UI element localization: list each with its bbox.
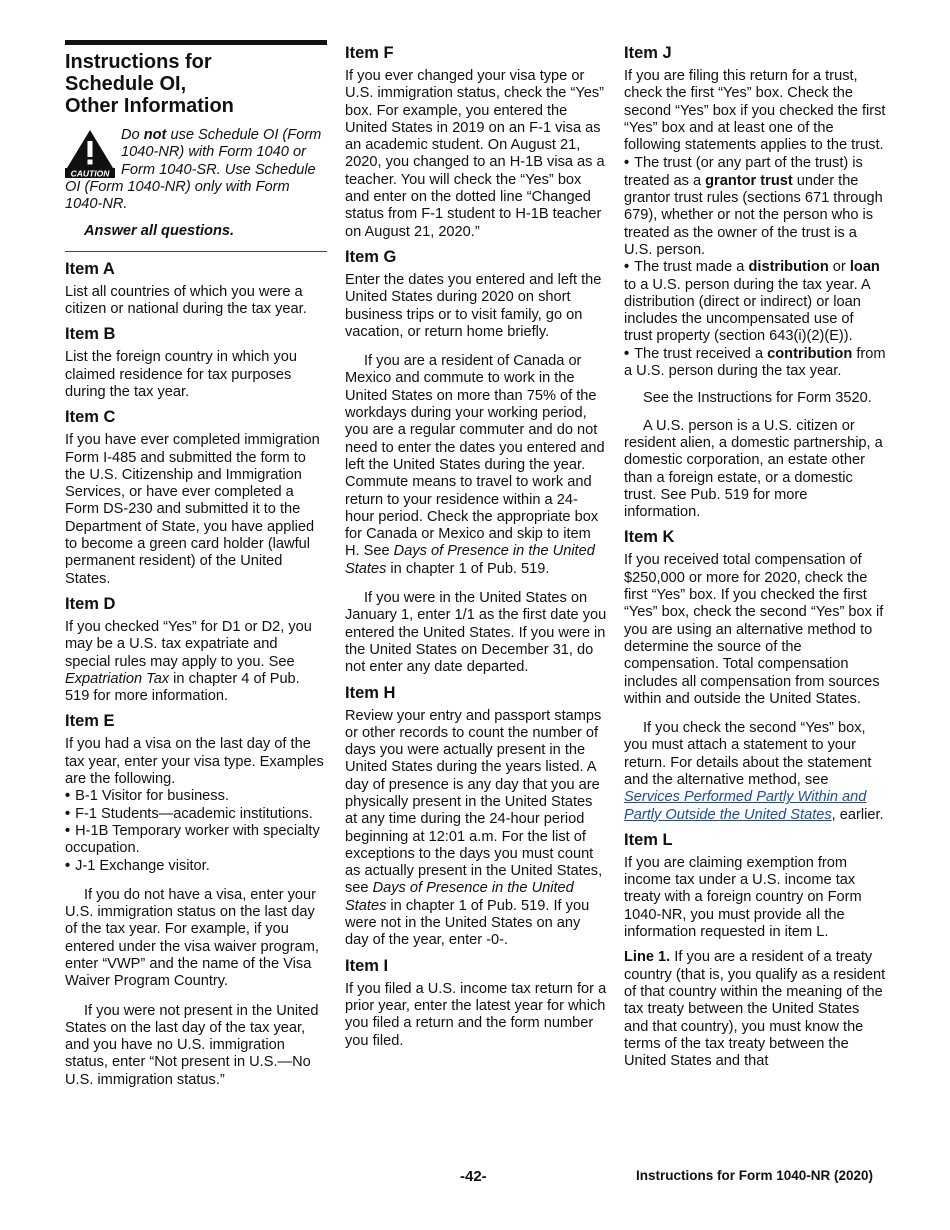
item-k-para-2-post: , earlier. bbox=[831, 806, 884, 823]
item-d-heading: Item D bbox=[65, 594, 116, 613]
item-g-ref: Days of Presence in the United States bbox=[345, 543, 595, 577]
bullet-icon: • bbox=[624, 259, 630, 276]
item-g-para-3: If you were in the United States on January 1, enter 1/1 as the first date you entered the United States. If you were in the United States on December 31, do not enter any date departed. bbox=[345, 590, 607, 676]
item-j-heading: Item J bbox=[624, 44, 672, 62]
item-k-heading: Item K bbox=[624, 528, 675, 547]
item-j-bullet bbox=[624, 155, 886, 259]
item-b-text: List the foreign country in which you claimed residence for tax purposes during the tax year. bbox=[65, 349, 298, 400]
bullet-icon: • bbox=[624, 155, 630, 172]
item-d-pre: If you checked “Yes” for D1 or D2, you may be a U.S. tax expatriate and special rules may apply to you. See bbox=[65, 618, 312, 670]
services-performed-link[interactable]: Services Performed Partly Within and Partly Outside the United States bbox=[624, 789, 867, 823]
item-d-text bbox=[65, 619, 327, 705]
item-i-heading: Item I bbox=[345, 956, 389, 975]
bullet-icon: • bbox=[65, 805, 71, 822]
caution-text-post: use Schedule OI (Form 1040-NR) with Form 1040 or Form 1040-SR. Use Schedule OI (Form 1040-NR) only with Form 1040-NR. bbox=[65, 127, 322, 213]
item-g-para-2 bbox=[345, 353, 607, 578]
bullet-icon: • bbox=[65, 788, 71, 805]
item-a-text: List all countries of which you were a citizen or national during the tax year. bbox=[65, 283, 307, 318]
item-j-bullet-2-bold-2: loan bbox=[849, 259, 880, 276]
footer-form-title: Instructions for Form 1040-NR (2020) bbox=[636, 1168, 874, 1183]
item-b-heading: Item B bbox=[65, 325, 116, 344]
item-e-intro: If you had a visa on the last day of the tax year, enter your visa type. Examples are the following. bbox=[65, 736, 324, 788]
item-l-heading: Item L bbox=[624, 830, 673, 849]
item-h-text bbox=[345, 708, 607, 950]
caution-text-bold: not bbox=[143, 127, 167, 143]
item-k-para-2 bbox=[624, 720, 886, 824]
item-e-heading: Item E bbox=[65, 712, 115, 731]
answer-all-note: Answer all questions. bbox=[84, 223, 235, 240]
item-j-bullet bbox=[624, 346, 886, 381]
item-e-para-2: If you do not have a visa, enter your U.S. immigration status on the last day of the tax year. For example, if you entered under the visa waiver program, enter “VWP” and the name of the Visa Waiver Program Country. bbox=[65, 886, 319, 990]
item-h-pre: Review your entry and passport stamps or other records to count the number of days you were actually present in the United States during the years listed. A day of presence is any day that you are physically present in the United States at any time during the 24-hour period beginning at 12:01 a.m. For the list of exceptions to the days you must count as actually present in the United States, see bbox=[345, 707, 603, 897]
item-d-post: in chapter 4 of Pub. 519 for more information. bbox=[65, 670, 300, 705]
item-h-heading: Item H bbox=[345, 683, 396, 702]
item-j-bullet-2-post: to a U.S. person during the tax year. A distribution (direct or indirect) or loan includes the uncompensated use of trust property (section 643(i)(2)(E)). bbox=[624, 276, 870, 345]
item-d-ref: Expatriation Tax bbox=[65, 670, 170, 687]
document-title bbox=[65, 51, 327, 117]
item-g-para-1: Enter the dates you entered and left the United States during 2020 on short business trips or to visit family, go on vacation, or return home briefly. bbox=[345, 271, 602, 340]
item-j-bullet bbox=[624, 259, 886, 345]
item-a-heading: Item A bbox=[65, 259, 115, 278]
column-2 bbox=[345, 44, 607, 1056]
item-j-bullet-3-pre: The trust received a bbox=[634, 345, 768, 362]
bullet-icon: • bbox=[65, 822, 71, 839]
item-f-text: If you ever changed your visa type or U.S. immigration status, check the “Yes” box. For example, you entered the United States in 2019 on an F-1 visa as an academic student. On August 21, 2020, you changed to an H-1B visa as a teacher. You will check the “Yes” box and enter on the dotted line “Changed status from F-1 student to H-1B teacher on August 21, 2020.” bbox=[345, 68, 605, 240]
caution-badge-label: CAUTION bbox=[70, 168, 110, 178]
title-line-2: Schedule OI, bbox=[65, 73, 187, 95]
title-line-1: Instructions for bbox=[65, 51, 212, 73]
item-j-bullet-2-mid: or bbox=[828, 259, 850, 276]
item-j-bullet-2-pre: The trust made a bbox=[634, 259, 749, 276]
column-3 bbox=[624, 44, 886, 1076]
caution-text-pre: Do bbox=[121, 127, 144, 143]
item-e-bullet-text: J-1 Exchange visitor. bbox=[75, 857, 210, 874]
item-e-para-3: If you were not present in the United States on the last day of the tax year, and you have no U.S. immigration status, enter “Not present in U.S.—No U.S. immigration status.” bbox=[65, 1002, 319, 1088]
item-e-bullet-text: B-1 Visitor for business. bbox=[75, 788, 229, 805]
item-j-bullet-2-bold-1: distribution bbox=[748, 259, 829, 276]
title-line-3: Other Information bbox=[65, 95, 234, 117]
item-k-para-1: If you received total compensation of $250,000 or more for 2020, check the first “Yes” box. If you checked the first “Yes” box, check the second “Yes” box if you are using an alternative method to determine the source of the compensation. Total compensation includes all compensation from sources within and outside the United States. bbox=[624, 552, 884, 707]
bullet-icon: • bbox=[624, 345, 630, 362]
item-g-para-2-pre: If you are a resident of Canada or Mexico and commute to work in the United States on more than 75% of the workdays during your working period, you are a regular commuter and do not need to enter the dates you entered and left the United States during the year. Commute means to travel to work and return to your residence within a 24-hour period. Check the appropriate box for Canada or Mexico and skip to item H. See bbox=[345, 353, 605, 560]
item-j-bullet-3-bold: contribution bbox=[767, 345, 853, 362]
item-g-heading: Item G bbox=[345, 247, 397, 266]
title-rule bbox=[65, 40, 327, 45]
item-l-para-1: If you are claiming exemption from income tax under a U.S. income tax treaty with a foreign country on Form 1040-NR, you must provide all the information requested in item L. bbox=[624, 854, 862, 941]
item-h-post: in chapter 1 of Pub. 519. If you were not in the United States on any day of the year, enter -0-. bbox=[345, 897, 590, 949]
page-number: -42- bbox=[460, 1168, 487, 1185]
item-g-para-2-post: in chapter 1 of Pub. 519. bbox=[386, 560, 550, 577]
column-1 bbox=[65, 40, 327, 1095]
item-e-bullet bbox=[65, 806, 327, 823]
caution-note bbox=[65, 127, 327, 213]
item-c-heading: Item C bbox=[65, 408, 116, 427]
item-f-heading: Item F bbox=[345, 44, 394, 62]
item-c-text: If you have ever completed immigration Form I-485 and submitted the form to the U.S. Citizenship and Immigration Services, or have ever completed a Form DS-230 and submitted it to the Department of State, you have applied to become a green card holder (lawful permanent resident) of the United States. bbox=[65, 432, 320, 587]
item-k-para-2-pre: If you check the second “Yes” box, you must attach a statement to your return. For details about the statement and the alternative method, see bbox=[624, 720, 872, 788]
item-j-bullet-1-pre: The trust (or any part of the trust) is treated as a bbox=[624, 155, 863, 189]
item-j-para-2: See the Instructions for Form 3520. bbox=[643, 390, 872, 407]
item-e-bullet-text: H-1B Temporary worker with specialty occupation. bbox=[65, 822, 320, 857]
item-e-bullet-text: F-1 Students—academic institutions. bbox=[75, 805, 313, 822]
item-e-bullet bbox=[65, 823, 327, 858]
line-1-label: Line 1. bbox=[624, 949, 671, 966]
item-j-bullet-1-post: under the grantor trust rules (sections 671 through 679), whether or not the person who is treated as the owner of the trust is a U.S. person. bbox=[624, 172, 883, 258]
item-i-text: If you filed a U.S. income tax return for a prior year, enter the latest year for which you filed a return and the form number you filed. bbox=[345, 980, 607, 1049]
caution-icon bbox=[65, 128, 115, 178]
line-1-text: If you are a resident of a treaty country (that is, you qualify as a resident of that country within the meaning of the tax treaty between the United States and that country), you must know the terms of the tax treaty between the United States and that bbox=[624, 949, 886, 1070]
item-l-line-1 bbox=[624, 949, 886, 1070]
divider bbox=[65, 251, 327, 252]
item-j-para-3: A U.S. person is a U.S. citizen or resident alien, a domestic partnership, a domestic corporation, an estate other than a foreign estate, or a domestic trust. See Pub. 519 for more information. bbox=[624, 417, 883, 521]
item-h-ref: Days of Presence in the United States bbox=[345, 880, 574, 914]
item-e-bullet bbox=[65, 788, 327, 805]
item-j-para-1: If you are filing this return for a trust, check the first “Yes” box. Check the second “Yes” box if you checked the first “Yes” box and at least one of the following statements applies to the trust. bbox=[624, 68, 886, 154]
item-j-bullet-3-post: from a U.S. person during the tax year. bbox=[624, 345, 886, 380]
item-j-bullet-1-bold: grantor trust bbox=[705, 172, 793, 189]
item-e-bullet bbox=[65, 858, 327, 875]
bullet-icon: • bbox=[65, 857, 71, 874]
